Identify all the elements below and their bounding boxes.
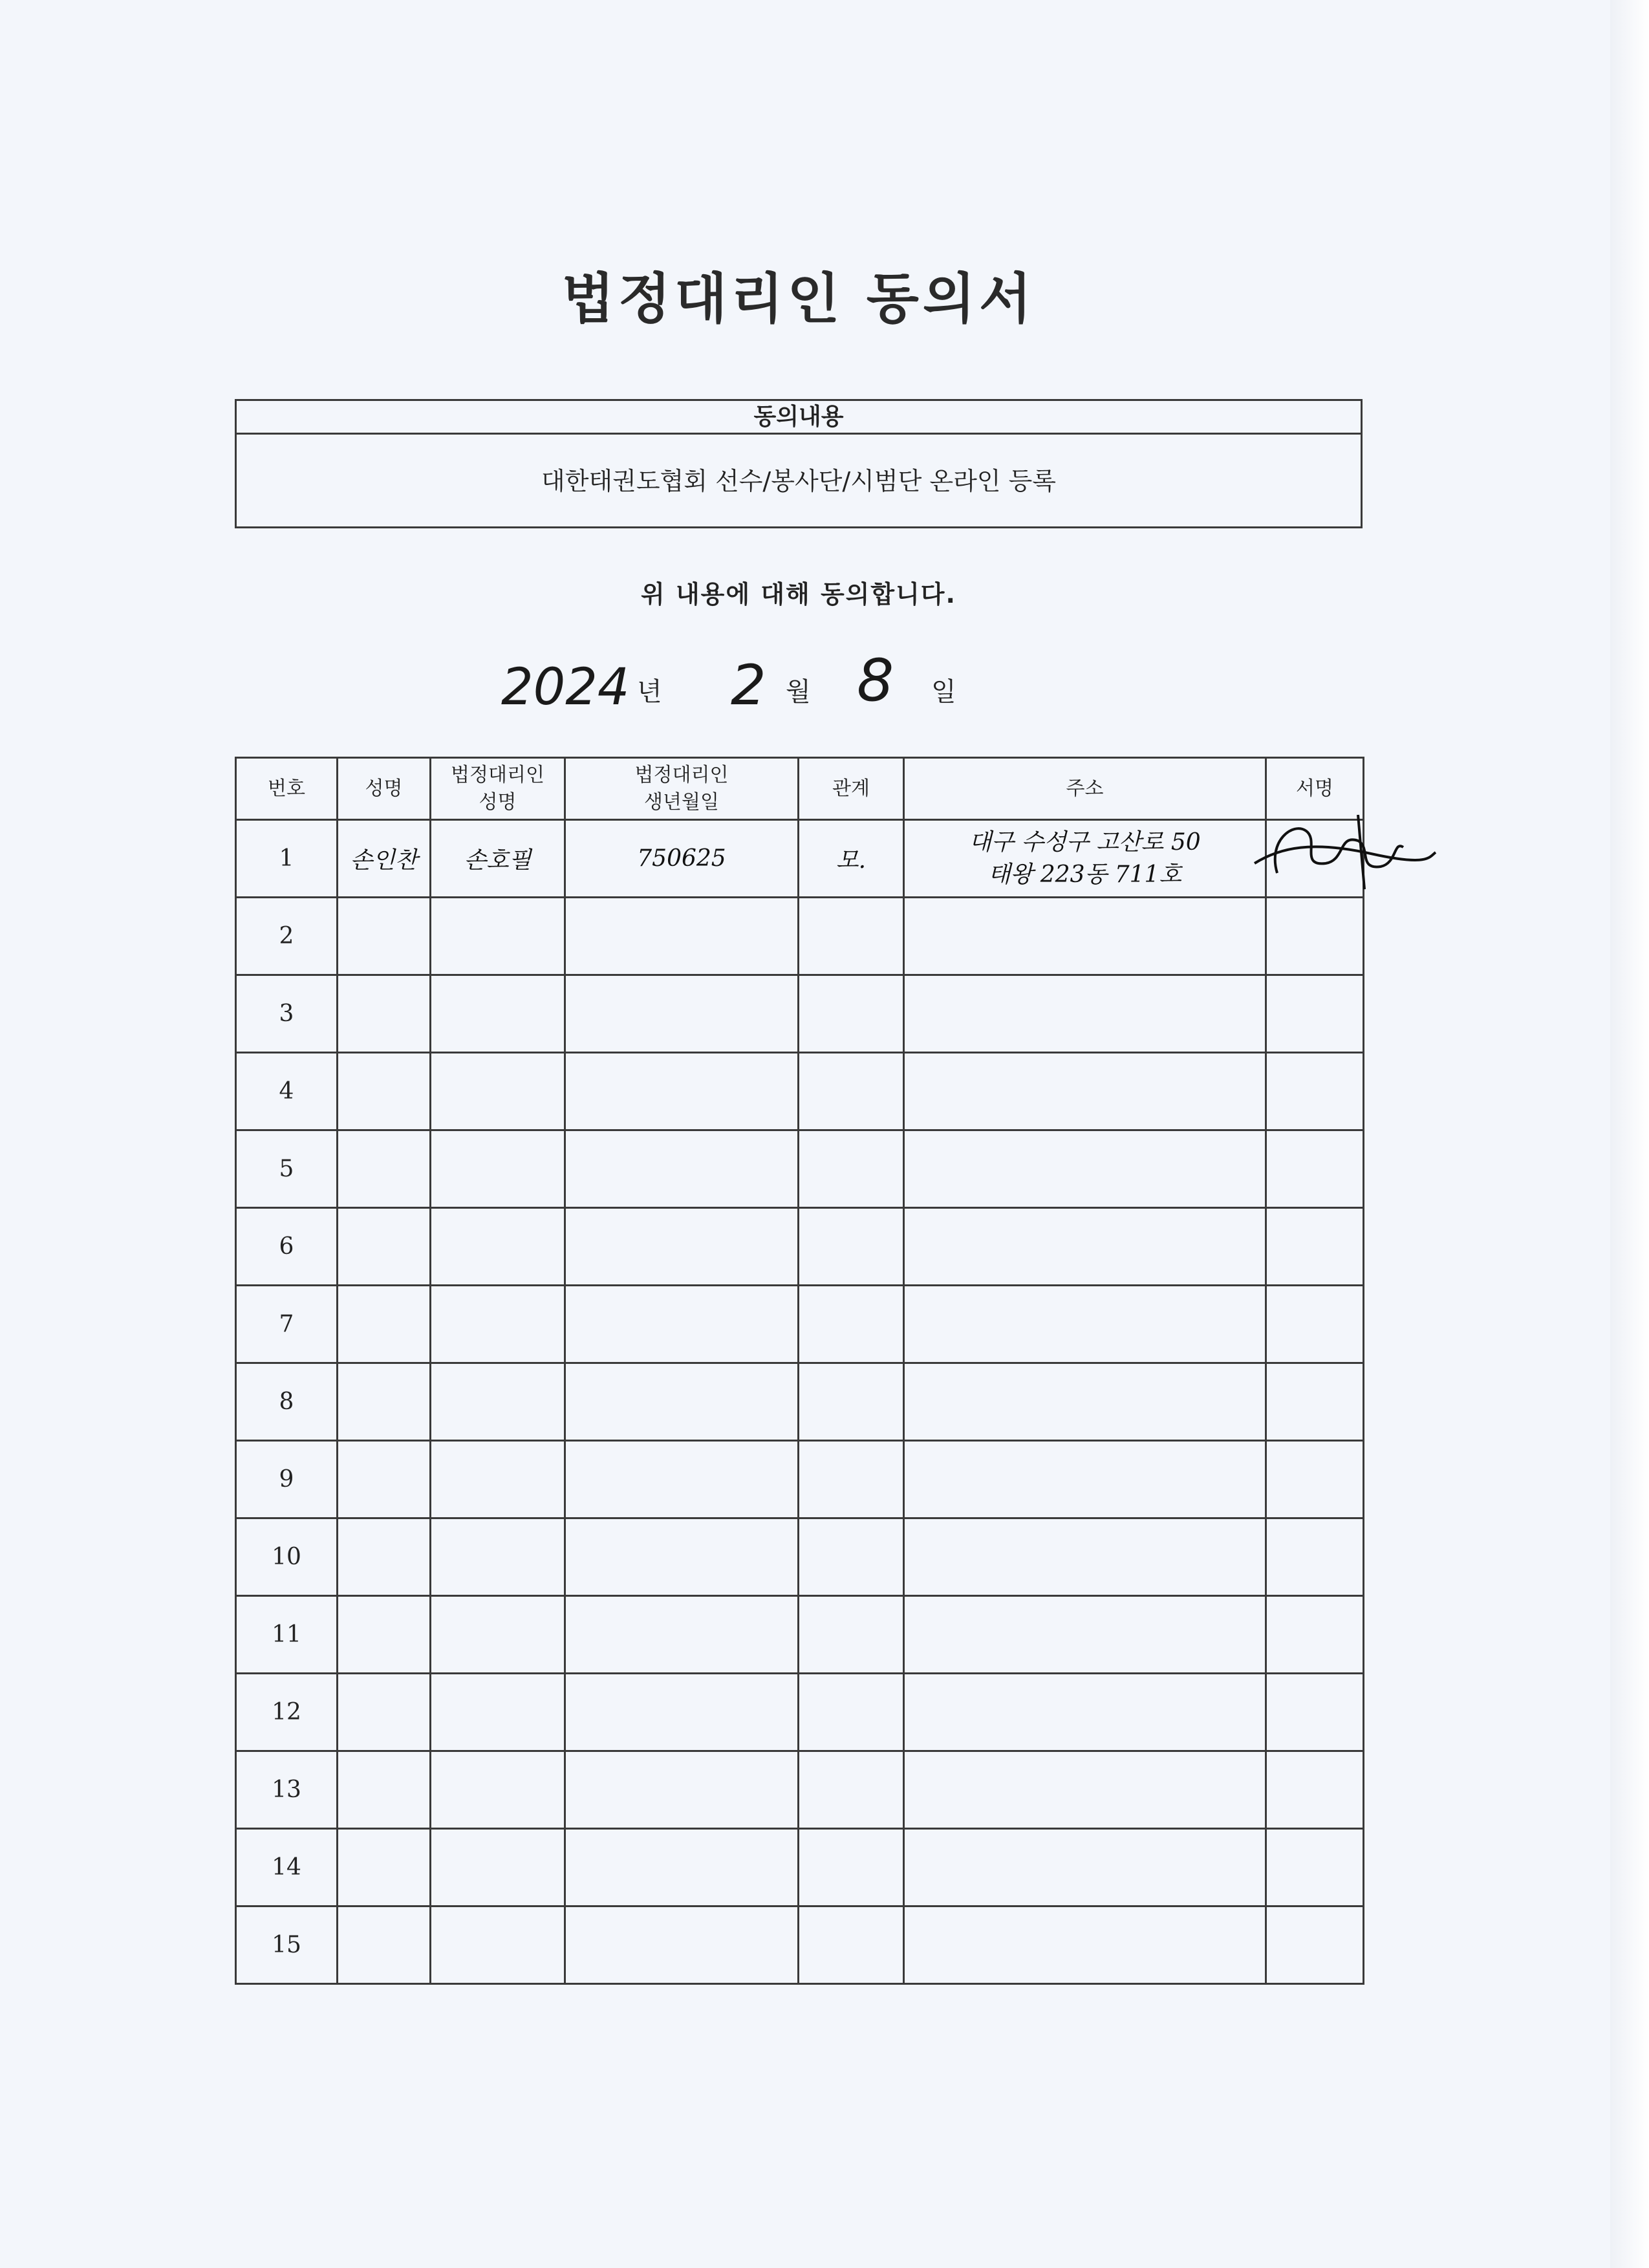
cell-relation xyxy=(799,1906,904,1984)
cell-relation xyxy=(799,975,904,1053)
cell-relation xyxy=(799,1208,904,1286)
cell-name xyxy=(338,1286,431,1363)
cell-guardian-name xyxy=(431,1751,565,1829)
cell-guardian-name xyxy=(431,1286,565,1363)
cell-signature xyxy=(1266,1130,1364,1208)
cell-no: 12 xyxy=(236,1674,338,1751)
cell-no: 8 xyxy=(236,1363,338,1441)
cell-guardian-birth xyxy=(565,1751,799,1829)
agreement-statement: 위 내용에 대해 동의합니다. xyxy=(641,580,956,609)
cell-address xyxy=(904,1053,1266,1130)
cell-guardian-birth xyxy=(565,1208,799,1286)
cell-name xyxy=(338,1751,431,1829)
header-address: 주소 xyxy=(904,758,1266,820)
signature-mark xyxy=(1242,802,1449,892)
date-year-label: 년 xyxy=(637,677,662,707)
table-row xyxy=(236,1751,1364,1829)
cell-no: 2 xyxy=(236,898,338,975)
header-guardian-name-line1: 법정대리인 xyxy=(451,763,544,786)
header-guardian-name xyxy=(431,758,565,820)
header-signature: 서명 xyxy=(1266,758,1364,820)
cell-guardian-birth xyxy=(565,1286,799,1363)
cell-name xyxy=(338,1208,431,1286)
cell-relation xyxy=(799,898,904,975)
cell-relation xyxy=(799,1829,904,1906)
table-row xyxy=(236,1596,1364,1674)
cell-guardian-name xyxy=(431,1518,565,1596)
cell-name xyxy=(338,898,431,975)
cell-no: 6 xyxy=(236,1208,338,1286)
page-edge xyxy=(1610,0,1649,2268)
cell-name xyxy=(338,1441,431,1518)
cell-guardian-birth xyxy=(565,1906,799,1984)
cell-signature xyxy=(1266,1363,1364,1441)
cell-address xyxy=(904,1596,1266,1674)
cell-guardian-name xyxy=(431,1829,565,1906)
date-day: 8 xyxy=(857,647,894,715)
table-row xyxy=(236,1674,1364,1751)
cell-name xyxy=(338,975,431,1053)
date-day-label: 일 xyxy=(931,677,956,707)
header-relation: 관계 xyxy=(799,758,904,820)
cell-name xyxy=(338,1906,431,1984)
cell-name xyxy=(338,1518,431,1596)
cell-no: 5 xyxy=(236,1130,338,1208)
cell-name xyxy=(338,1829,431,1906)
header-name: 성명 xyxy=(338,758,431,820)
cell-relation xyxy=(799,1363,904,1441)
document-title: 법정대리인 동의서 xyxy=(561,266,1036,330)
cell-address xyxy=(904,1674,1266,1751)
cell-name xyxy=(338,1674,431,1751)
table-row xyxy=(236,1906,1364,1984)
cell-no: 4 xyxy=(236,1053,338,1130)
cell-guardian-birth xyxy=(565,1596,799,1674)
header-guardian-birth-line1: 법정대리인 xyxy=(634,763,729,786)
table-row xyxy=(236,1208,1364,1286)
cell-guardian-birth xyxy=(565,898,799,975)
cell-guardian-name xyxy=(431,1208,565,1286)
table-row xyxy=(236,820,1364,898)
cell-relation: 모. xyxy=(799,820,904,898)
header-guardian-name-line2: 성명 xyxy=(479,790,517,814)
cell-guardian-name: 손호필 xyxy=(431,820,565,898)
cell-no: 13 xyxy=(236,1751,338,1829)
cell-name xyxy=(338,1363,431,1441)
cell-signature xyxy=(1266,1674,1364,1751)
cell-guardian-birth xyxy=(565,1130,799,1208)
cell-signature xyxy=(1266,1906,1364,1984)
cell-name xyxy=(338,1596,431,1674)
cell-relation xyxy=(799,1286,904,1363)
table-row xyxy=(236,1053,1364,1130)
cell-signature xyxy=(1266,1829,1364,1906)
cell-guardian-name xyxy=(431,975,565,1053)
cell-guardian-name xyxy=(431,1363,565,1441)
date-month-label: 월 xyxy=(786,677,811,707)
date-row xyxy=(0,647,1649,724)
cell-address xyxy=(904,820,1266,898)
cell-no: 9 xyxy=(236,1441,338,1518)
date-year: 2024 xyxy=(501,658,630,717)
cell-signature xyxy=(1266,1751,1364,1829)
cell-guardian-birth xyxy=(565,975,799,1053)
cell-address xyxy=(904,1518,1266,1596)
table-row xyxy=(236,1363,1364,1441)
date-month: 2 xyxy=(731,653,766,718)
cell-signature xyxy=(1266,1208,1364,1286)
table-row xyxy=(236,975,1364,1053)
cell-signature xyxy=(1266,1441,1364,1518)
cell-address xyxy=(904,898,1266,975)
cell-no: 7 xyxy=(236,1286,338,1363)
cell-guardian-name xyxy=(431,1674,565,1751)
cell-guardian-birth xyxy=(565,1363,799,1441)
cell-no: 11 xyxy=(236,1596,338,1674)
consent-header: 동의내용 xyxy=(237,401,1361,435)
cell-address xyxy=(904,1906,1266,1984)
cell-guardian-birth xyxy=(565,1053,799,1130)
cell-guardian-birth xyxy=(565,1518,799,1596)
cell-no: 15 xyxy=(236,1906,338,1984)
cell-guardian-birth xyxy=(565,1674,799,1751)
cell-signature xyxy=(1266,898,1364,975)
cell-address xyxy=(904,1363,1266,1441)
cell-guardian-name xyxy=(431,1053,565,1130)
cell-address xyxy=(904,1751,1266,1829)
cell-address xyxy=(904,1829,1266,1906)
cell-no: 14 xyxy=(236,1829,338,1906)
table-row xyxy=(236,1441,1364,1518)
header-no: 번호 xyxy=(236,758,338,820)
table-row xyxy=(236,898,1364,975)
cell-no: 10 xyxy=(236,1518,338,1596)
cell-relation xyxy=(799,1053,904,1130)
cell-guardian-birth xyxy=(565,1441,799,1518)
cell-relation xyxy=(799,1518,904,1596)
table-row xyxy=(236,1130,1364,1208)
consent-box xyxy=(235,399,1363,528)
cell-relation xyxy=(799,1596,904,1674)
cell-relation xyxy=(799,1674,904,1751)
cell-guardian-birth: 750625 xyxy=(565,820,799,898)
cell-guardian-name xyxy=(431,1130,565,1208)
cell-relation xyxy=(799,1130,904,1208)
guardian-table xyxy=(235,757,1364,1985)
cell-relation xyxy=(799,1751,904,1829)
cell-name: 손인찬 xyxy=(338,820,431,898)
cell-address xyxy=(904,975,1266,1053)
cell-signature xyxy=(1266,1518,1364,1596)
cell-address xyxy=(904,1441,1266,1518)
header-guardian-birth xyxy=(565,758,799,820)
address-line1: 대구 수성구 고산로 50 xyxy=(969,828,1201,856)
cell-signature xyxy=(1266,975,1364,1053)
cell-signature xyxy=(1266,1286,1364,1363)
consent-body: 대한태권도협회 선수/봉사단/시범단 온라인 등록 xyxy=(541,467,1056,495)
cell-guardian-birth xyxy=(565,1829,799,1906)
table-row xyxy=(236,1518,1364,1596)
cell-signature xyxy=(1266,1596,1364,1674)
cell-address xyxy=(904,1208,1266,1286)
cell-name xyxy=(338,1053,431,1130)
cell-signature xyxy=(1266,1053,1364,1130)
cell-relation xyxy=(799,1441,904,1518)
table-header-row xyxy=(236,758,1364,820)
cell-guardian-name xyxy=(431,1441,565,1518)
cell-address xyxy=(904,1130,1266,1208)
cell-guardian-name xyxy=(431,898,565,975)
cell-guardian-name xyxy=(431,1596,565,1674)
cell-no: 1 xyxy=(236,820,338,898)
cell-address xyxy=(904,1286,1266,1363)
table-row xyxy=(236,1286,1364,1363)
header-guardian-birth-line2: 생년월일 xyxy=(644,790,719,814)
cell-no: 3 xyxy=(236,975,338,1053)
address-line2: 태왕 223동 711호 xyxy=(987,861,1182,888)
cell-name xyxy=(338,1130,431,1208)
table-row xyxy=(236,1829,1364,1906)
cell-guardian-name xyxy=(431,1906,565,1984)
